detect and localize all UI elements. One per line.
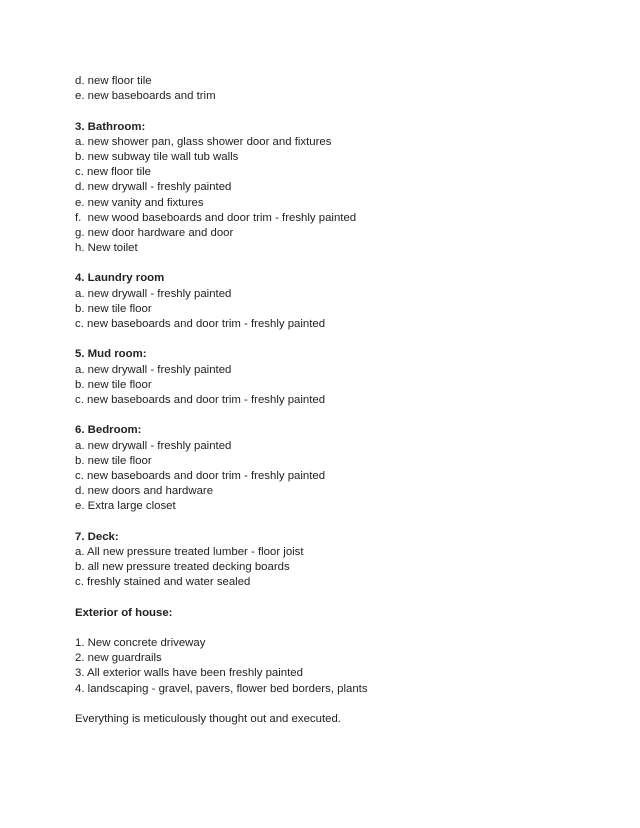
section-heading: Exterior of house: (75, 606, 173, 619)
list-item: e. new vanity and fixtures (75, 196, 204, 209)
document-page (75, 74, 595, 727)
intro-list (75, 74, 595, 104)
list-item: c. new baseboards and door trim - freshly painted (75, 393, 326, 406)
closing-paragraph: Everything is meticulously thought out and executed. (75, 712, 341, 725)
list-item: a. new drywall - freshly painted (75, 439, 232, 452)
list-item: h. New toilet (75, 242, 138, 255)
section-heading: 7. Deck: (75, 530, 119, 543)
list-item: 2. new guardrails (75, 652, 162, 665)
list-item: c. new baseboards and door trim - freshly painted (75, 469, 326, 482)
list-item: b. new tile floor (75, 302, 152, 315)
list-item: e. new baseboards and trim (75, 90, 216, 103)
list-item: g. new door hardware and door (75, 226, 234, 239)
list-item: 4. landscaping - gravel, pavers, flower bed borders, plants (75, 682, 368, 695)
section-exterior (75, 606, 595, 697)
list-item: d. new floor tile (75, 75, 152, 87)
list-item: c. new baseboards and door trim - freshly painted (75, 318, 326, 330)
list-item: e. Extra large closet (75, 500, 176, 513)
section-mud-room (75, 347, 595, 408)
list-item: 3. All exterior walls have been freshly painted (75, 667, 303, 680)
section-deck (75, 530, 595, 591)
section-heading: 5. Mud room: (75, 348, 147, 361)
list-item: f. new wood baseboards and door trim - freshly painted (75, 211, 357, 224)
section-heading: 3. Bathroom: (75, 120, 146, 133)
list-item: b. new tile floor (75, 454, 152, 467)
list-item: d. new doors and hardware (75, 485, 214, 498)
list-item: a. new drywall - freshly painted (75, 363, 232, 376)
list-item: a. new drywall - freshly painted (75, 287, 232, 300)
section-bathroom (75, 120, 595, 257)
list-item: a. new shower pan, glass shower door and fixtures (75, 135, 332, 148)
section-bedroom (75, 423, 595, 514)
section-heading: 6. Bedroom: (75, 424, 142, 437)
list-item: c. freshly stained and water sealed (75, 576, 251, 589)
list-item: d. new drywall - freshly painted (75, 181, 232, 194)
list-item: 1. New concrete driveway (75, 636, 206, 649)
section-heading: 4. Laundry room (75, 272, 165, 285)
list-item: b. all new pressure treated decking boards (75, 561, 290, 573)
list-item: b. new tile floor (75, 378, 152, 391)
list-item: b. new subway tile wall tub walls (75, 150, 239, 163)
section-laundry-room (75, 271, 595, 332)
list-item: c. new floor tile (75, 166, 151, 179)
list-item: a. All new pressure treated lumber - floor joist (75, 545, 304, 558)
